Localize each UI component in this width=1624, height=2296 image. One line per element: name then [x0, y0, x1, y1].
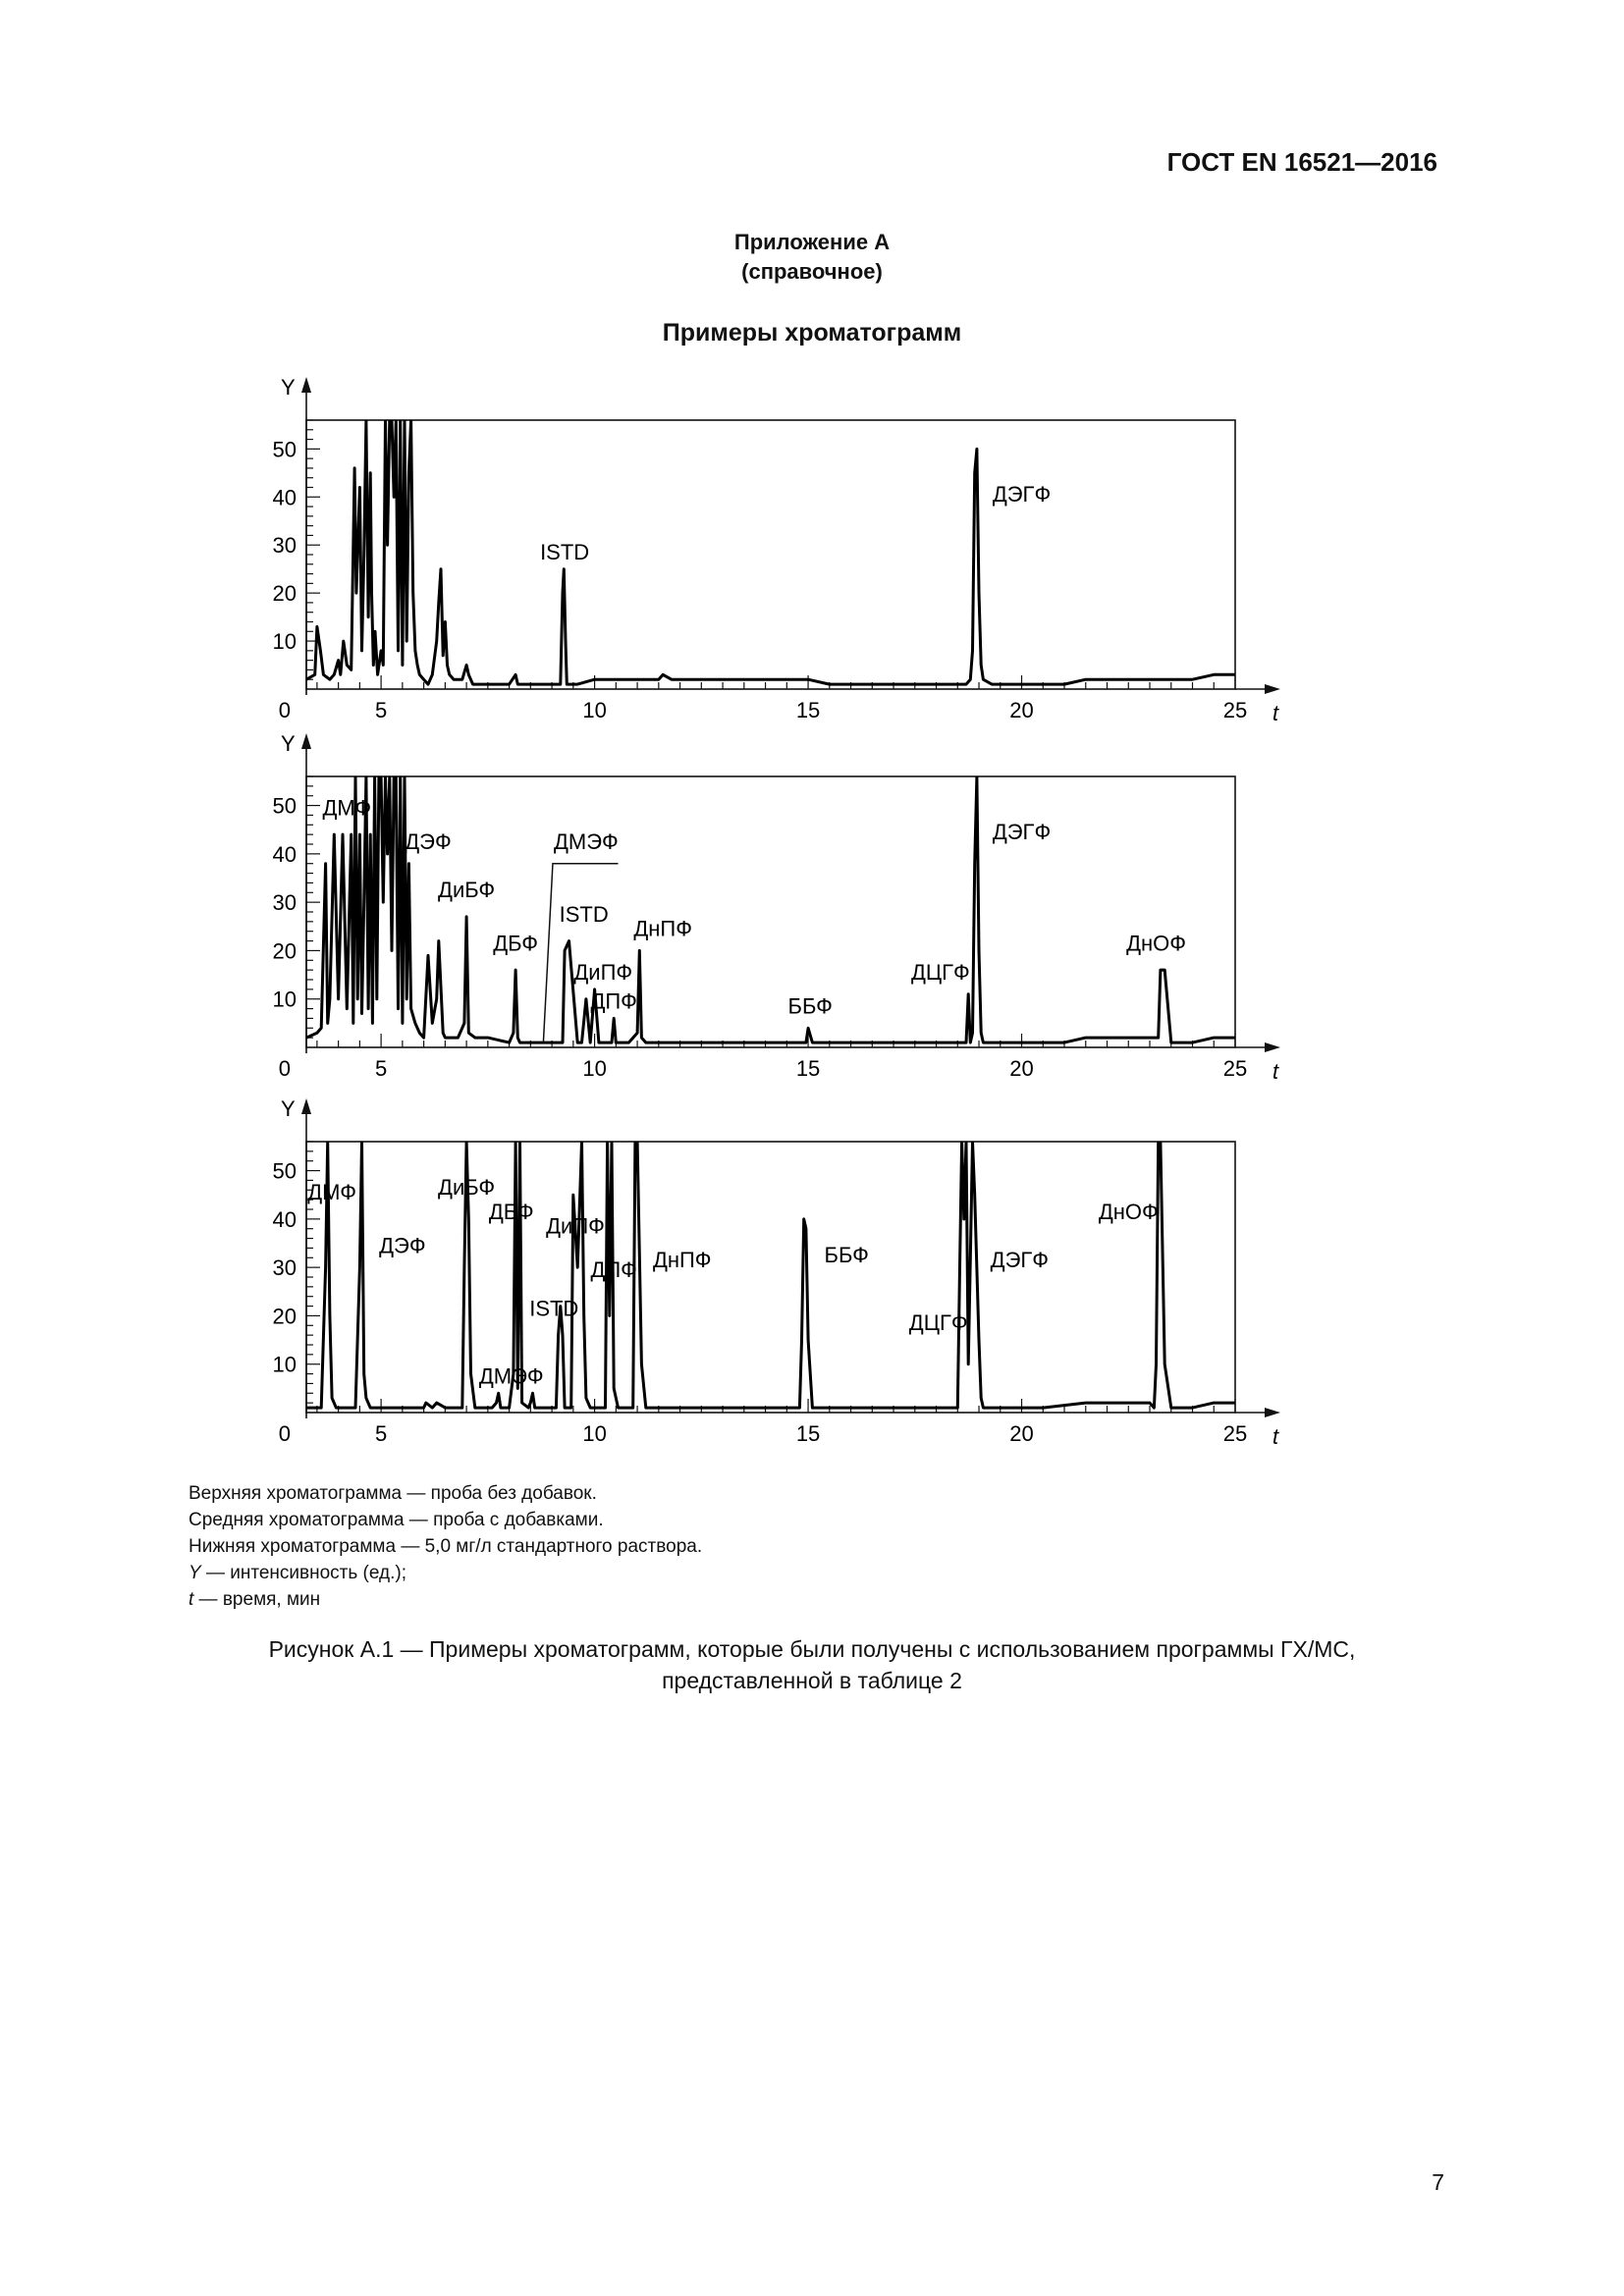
chart-bottom	[273, 1096, 1280, 1449]
peak-label: ББФ	[824, 1243, 869, 1268]
peak-label: ISTD	[540, 539, 590, 564]
peak-label: ДЭГФ	[992, 820, 1052, 845]
dmef-leader-line	[543, 864, 618, 1042]
peak-label: ДБФ	[493, 931, 539, 956]
figure-legend	[189, 1480, 702, 1613]
chromatogram-trace	[306, 776, 1235, 1042]
y-tick-label: 10	[272, 987, 297, 1012]
peak-label: ДнОФ	[1098, 1199, 1159, 1224]
legend-t-axis	[189, 1586, 702, 1613]
caption-line-2: представленной в таблице 2	[662, 1668, 962, 1693]
x-tick-label: 5	[374, 1421, 388, 1446]
annex-title: Приложение А	[733, 230, 891, 254]
plot-frame	[306, 776, 1235, 1047]
peak-label: ББФ	[787, 993, 833, 1019]
x-tick-label: 15	[795, 698, 821, 722]
x-tick-label: 10	[582, 1421, 607, 1446]
x-axis-arrow	[1265, 1042, 1280, 1052]
y-tick-label: 30	[272, 890, 297, 916]
x-axis-label: t	[1272, 701, 1279, 725]
x-tick-label: 15	[795, 1056, 821, 1081]
page-number: 7	[1432, 2169, 1444, 2195]
section-title: Примеры хроматограмм	[662, 319, 962, 347]
x-tick-label: 10	[582, 698, 607, 722]
peak-label: ДЦГФ	[908, 1310, 968, 1336]
x-tick-label: 10	[582, 1056, 607, 1081]
peak-label: ДЦГФ	[910, 960, 970, 985]
y-tick-label: 40	[272, 841, 297, 867]
y-tick-label: 10	[272, 1352, 297, 1377]
y-tick-label: 30	[272, 533, 297, 559]
y-tick-label: 40	[272, 485, 297, 510]
x-tick-label: 5	[374, 698, 388, 722]
x-tick-label: 15	[795, 1421, 821, 1446]
legend-y-symbol: Y	[189, 1563, 201, 1583]
legend-t-symbol: t	[189, 1589, 194, 1610]
peak-label: ДиБФ	[438, 1175, 496, 1201]
x-axis-label: t	[1272, 1424, 1279, 1449]
peak-label: ДЭФ	[379, 1233, 426, 1258]
origin-label: 0	[278, 698, 291, 722]
origin-label: 0	[278, 1421, 291, 1446]
peak-label: ДБФ	[488, 1199, 534, 1224]
origin-label: 0	[278, 1056, 291, 1081]
peak-label: ДМФ	[307, 1180, 356, 1205]
legend-middle-chromatogram: Средняя хроматограмма — проба с добавками.	[189, 1510, 604, 1530]
y-tick-label: 30	[272, 1255, 297, 1281]
y-axis-label: Y	[281, 1096, 296, 1121]
peak-label: ДЭГФ	[992, 482, 1052, 507]
peak-label: ДнПФ	[633, 916, 692, 941]
y-tick-label: 50	[272, 1158, 297, 1184]
peak-label: ДЭФ	[405, 828, 452, 854]
legend-y-axis	[189, 1560, 702, 1586]
x-tick-label: 20	[1009, 698, 1034, 722]
legend-y-text: — интенсивность (ед.);	[200, 1563, 406, 1583]
x-axis-arrow	[1265, 1408, 1280, 1417]
peak-label: ISTD	[559, 901, 609, 927]
y-tick-label: 10	[272, 629, 297, 655]
annex-status: (справочное)	[741, 259, 883, 284]
y-tick-label: 40	[272, 1206, 297, 1232]
y-axis-arrow	[301, 377, 311, 393]
x-tick-label: 20	[1009, 1056, 1034, 1081]
peak-label: ДнПФ	[652, 1248, 712, 1273]
y-tick-label: 20	[272, 581, 297, 607]
document-code: ГОСТ EN 16521—2016	[1166, 147, 1437, 177]
peak-label: ДиПФ	[546, 1213, 605, 1239]
chart-top	[273, 375, 1280, 725]
y-axis-label: Y	[281, 731, 296, 756]
x-axis-arrow	[1265, 684, 1280, 694]
peak-label: ДПФ	[590, 988, 637, 1014]
peak-label: ДиПФ	[573, 960, 633, 985]
peak-label: ДМФ	[322, 795, 372, 821]
legend-bottom-chromatogram: Нижняя хроматограмма — 5,0 мг/л стандартного раствора.	[189, 1536, 703, 1557]
peak-label: ISTD	[529, 1296, 579, 1321]
figure-caption	[0, 1633, 1624, 1696]
chart-middle	[273, 731, 1280, 1084]
x-tick-label: 20	[1009, 1421, 1034, 1446]
peak-label: ДЭГФ	[990, 1248, 1050, 1273]
y-tick-label: 50	[272, 793, 297, 819]
peak-label: ДМЭФ	[478, 1363, 544, 1389]
legend-top-chromatogram: Верхняя хроматограмма — проба без добавок.	[189, 1483, 597, 1504]
legend-t-text: — время, мин	[193, 1589, 321, 1610]
peak-label: ДМЭФ	[554, 828, 619, 854]
x-axis-label: t	[1272, 1059, 1279, 1084]
y-tick-label: 20	[272, 1304, 297, 1329]
caption-line-1: Рисунок А.1 — Примеры хроматограмм, которые были получены с использованием программы ГХ/МС,	[268, 1636, 1356, 1662]
x-tick-label: 25	[1222, 1421, 1248, 1446]
x-tick-label: 25	[1222, 1056, 1248, 1081]
y-tick-label: 20	[272, 938, 297, 964]
y-axis-arrow	[301, 1098, 311, 1114]
y-tick-label: 50	[272, 437, 297, 462]
chromatogram-trace	[306, 420, 1235, 684]
x-tick-label: 25	[1222, 698, 1248, 722]
y-axis-label: Y	[281, 375, 296, 400]
x-tick-label: 5	[374, 1056, 388, 1081]
y-axis-arrow	[301, 733, 311, 749]
peak-label: ДПФ	[590, 1257, 637, 1282]
peak-label: ДиБФ	[438, 878, 496, 903]
peak-label: ДнОФ	[1126, 931, 1186, 956]
